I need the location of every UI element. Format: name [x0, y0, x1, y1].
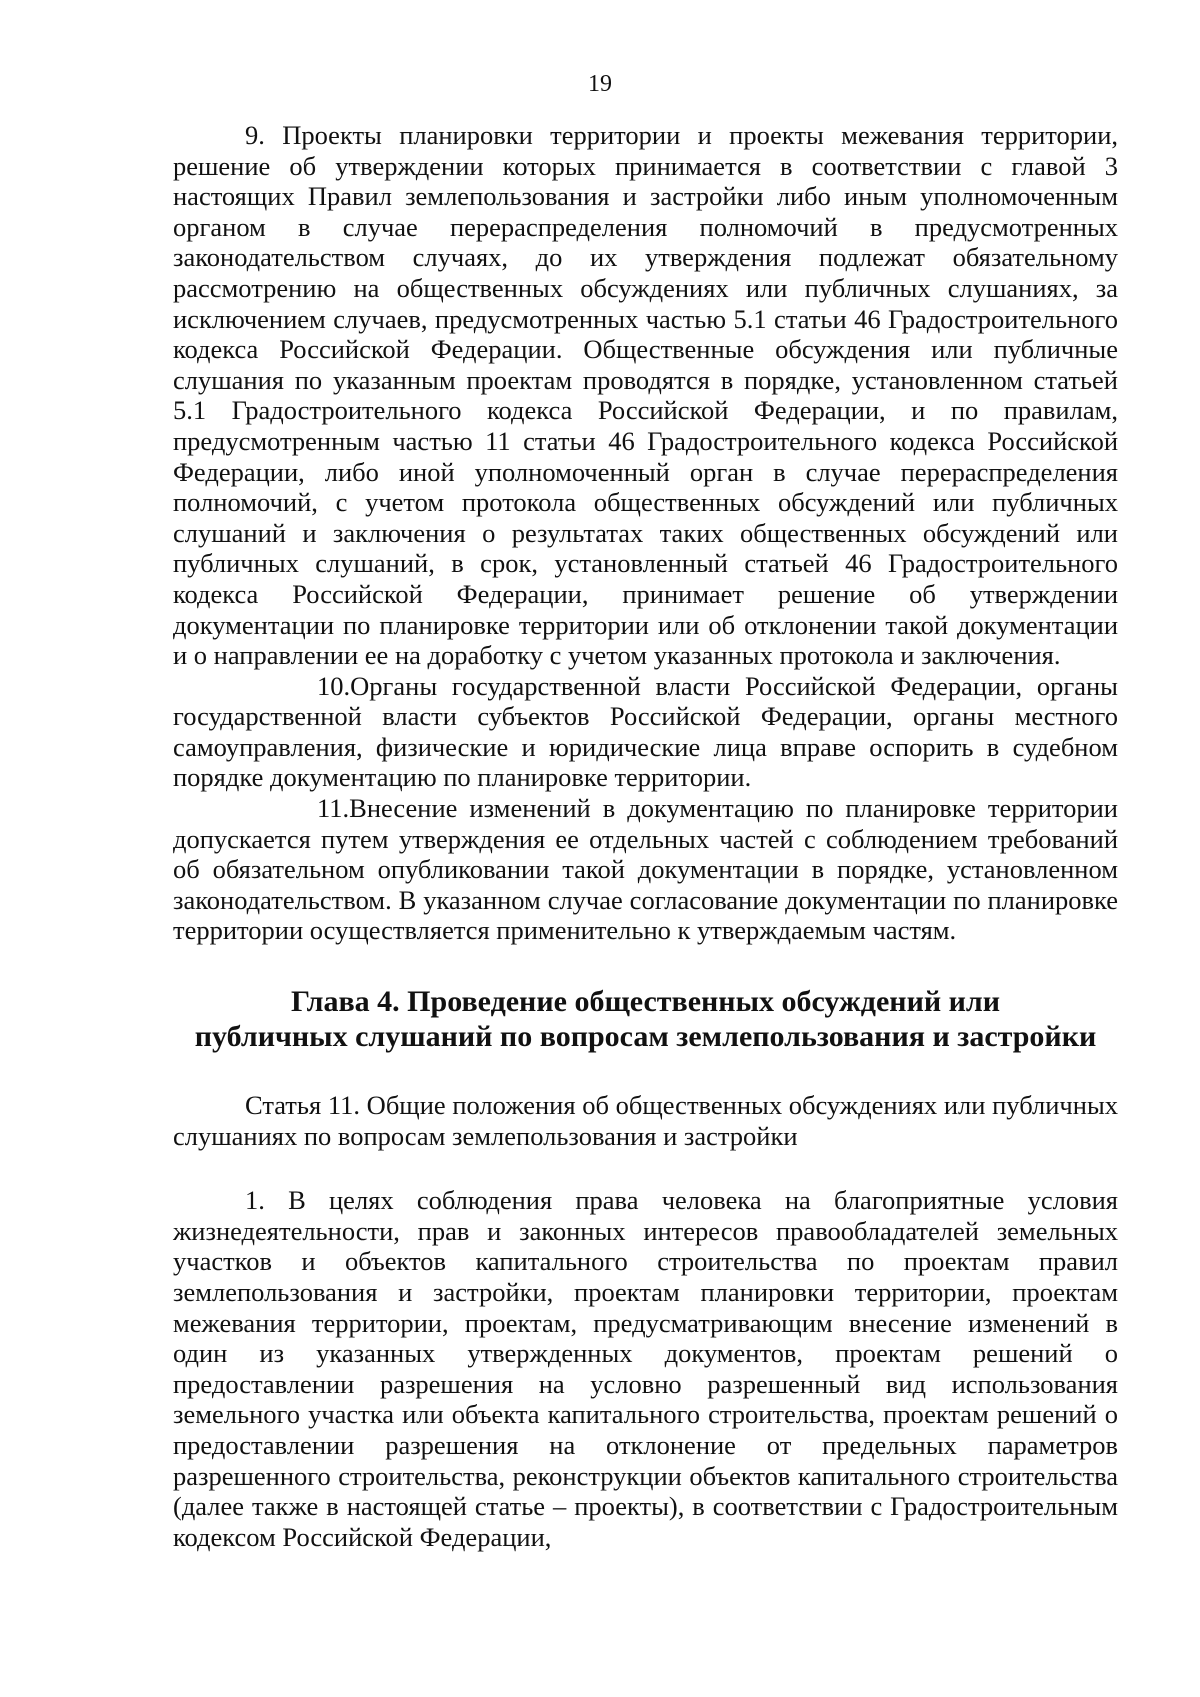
chapter-title: [173, 984, 1118, 1054]
paragraph-10: [173, 671, 1118, 793]
paragraph-9: 9. Проекты планировки территории и проекты межевания территории, решение об утверждении которых принимается в соответствии с главой 3 настоящих Правил землепользования и застройки либо иным уполномоченным органом в случае перераспределения полномочий в предусмотренных законодательством случаях, до их утверждения подлежат обязательному рассмотрению на общественных обсуждениях или публичных слушаниях, за исключением случаев, предусмотренных частью 5.1 статьи 46 Градостроительного кодекса Российской Федерации. Общественные обсуждения или публичные слушания по указанным проектам проводятся в порядке, установленном статьей 5.1 Градостроительного кодекса Российской Федерации, и по правилам, предусмотренным частью 11 статьи 46 Градостроительного кодекса Российской Федерации, либо иной уполномоченный орган в случае перераспределения полномочий, с учетом протокола общественных обсуждений или публичных слушаний и заключения о результатах таких общественных обсуждений или публичных слушаний, в срок, установленный статьей 46 Градостроительного кодекса Российской Федерации, принимает решение об утверждении документации по планировке территории или об отклонении такой документации и о направлении ее на доработку с учетом указанных протокола и заключения.: [173, 120, 1118, 671]
chapter-title-line-1: Глава 4. Проведение общественных обсуждений или: [290, 985, 1001, 1019]
article-paragraph-1: 1. В целях соблюдения права человека на благоприятные условия жизнедеятельности, прав и законных интересов правообладателей земельных участков и объектов капитального строительства по проектам правил землепользования и застройки, проектам планировки территории, проектам межевания территории, проектам, предусматривающим внесение изменений в один из указанных утвержденных документов, проектам решений о предоставлении разрешения на условно разрешенный вид использования земельного участка или объекта капитального строительства, проектам решений о предоставлении разрешения на отклонение от предельных параметров разрешенного строительства, реконструкции объектов капитального строительства (далее также в настоящей статье – проекты), в соответствии с Градостроительным кодексом Российской Федерации,: [173, 1185, 1118, 1552]
article-title: Статья 11. Общие положения об общественных обсуждениях или публичных слушаниях по вопросам землепользования и застройки: [173, 1090, 1118, 1151]
paragraph-11: [173, 793, 1118, 946]
page-number: 19: [588, 71, 612, 97]
chapter-title-line-2: публичных слушаний по вопросам землепользования и застройки: [194, 1020, 1097, 1054]
paragraph-11-number: 11.: [317, 793, 350, 824]
paragraph-10-text: Органы государственной власти Российской Федерации, органы государственной власти субъектов Российской Федерации, органы местного самоуправления, физические и юридические лица вправе оспорить в судебном порядке документацию по планировке территории.: [173, 670, 1118, 793]
document-body: [173, 120, 1118, 1552]
paragraph-11-text: Внесение изменений в документацию по планировке территории допускается путем утверждения ее отдельных частей с соблюдением требований об обязательном опубликовании такой документации в порядке, установленном законодательством. В указанном случае согласование документации по планировке территории осуществляется применительно к утверждаемым частям.: [173, 793, 1118, 946]
paragraph-10-number: 10.: [317, 670, 351, 701]
